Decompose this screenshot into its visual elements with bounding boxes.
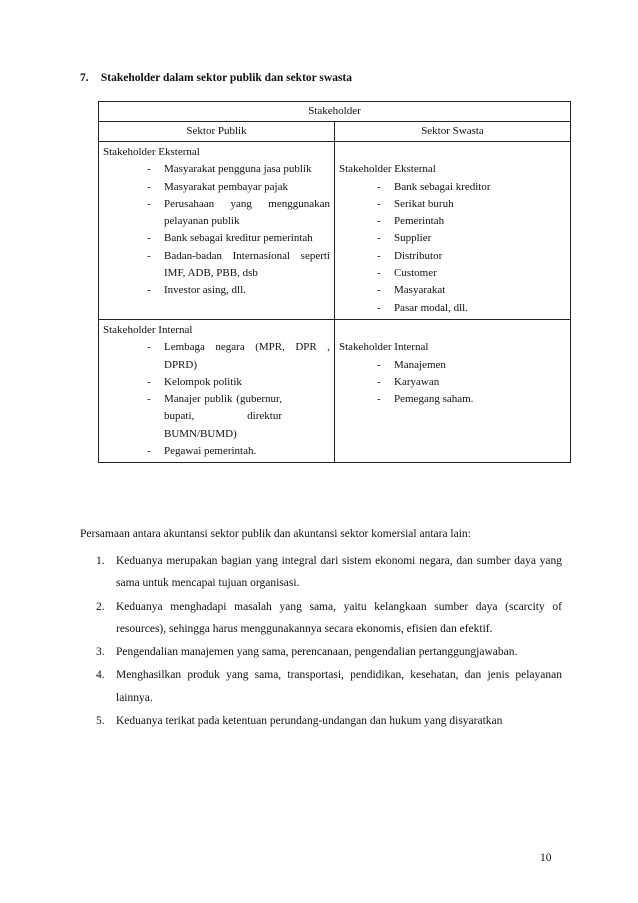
section-heading xyxy=(80,72,352,84)
list-item: - Masyarakat xyxy=(377,284,446,297)
list-item: - Pegawai pemerintah. xyxy=(147,445,257,458)
list-item: - Badan-badan Internasional seperti IMF, ADB, PBB, dsb xyxy=(147,249,330,280)
list-item: 2. Keduanya menghadapi masalah yang sama, yaitu kelangkaan sumber daya (scarcity of resources), sehingga harus menggunakannya secara ekonomis, efisien dan efektif. xyxy=(96,600,562,636)
column-header-public: Sektor Publik xyxy=(99,122,335,142)
similarities-intro: Persamaan antara akuntansi sektor publik dan akuntansi sektor komersial antara lain: xyxy=(80,528,471,540)
list-item: - Customer xyxy=(377,267,437,280)
list-item: - Distributor xyxy=(377,249,443,262)
list-item: - Kelompok politik xyxy=(147,375,242,388)
list-item: - Masyarakat pembayar pajak xyxy=(147,180,288,193)
list-item: - Lembaga negara (MPR, DPR , DPRD) xyxy=(147,341,330,371)
private-external-title: Stakeholder Eksternal xyxy=(339,163,436,176)
list-item: - Serikat buruh xyxy=(377,197,454,210)
list-item: - Pemegang saham. xyxy=(377,393,474,406)
table-title: Stakeholder xyxy=(99,102,571,122)
list-item: 5. Keduanya terikat pada ketentuan perundang-undangan dan hukum yang disyaratkan xyxy=(96,715,503,728)
page-number: 10 xyxy=(540,852,552,864)
similarities-list xyxy=(96,550,562,733)
list-item: - Investor asing, dll. xyxy=(147,284,246,297)
stakeholder-table xyxy=(98,101,571,463)
private-internal-title: Stakeholder Internal xyxy=(339,341,429,354)
public-external-title: Stakeholder Eksternal xyxy=(103,146,200,158)
private-external-cell xyxy=(335,142,571,320)
list-item: - Perusahaan yang menggunakan pelayanan publik xyxy=(147,197,330,228)
list-item: - Karyawan xyxy=(377,375,440,388)
list-item: - Masyarakat pengguna jasa publik xyxy=(147,163,312,176)
public-internal-title: Stakeholder Internal xyxy=(103,323,193,336)
public-internal-cell xyxy=(99,319,335,462)
list-item: - Bank sebagai kreditur pemerintah xyxy=(147,232,313,245)
private-internal-cell xyxy=(335,319,571,462)
public-external-cell xyxy=(99,142,335,320)
list-item: - Pasar modal, dll. xyxy=(377,301,468,314)
section-title: Stakeholder dalam sektor publik dan sektor swasta xyxy=(100,72,353,84)
list-item: 3. Pengendalian manajemen yang sama, perencanaan, pengendalian pertanggungjawaban. xyxy=(96,646,518,659)
section-number: 7. xyxy=(80,72,89,84)
list-item: - Supplier xyxy=(377,232,432,245)
list-item: - Manajer publik (gubernur, bupati, direktur BUMN/BUMD) xyxy=(147,393,282,440)
list-item: - Pemerintah xyxy=(377,215,445,228)
list-item: - Bank sebagai kreditor xyxy=(377,180,491,193)
list-item: 4. Menghasilkan produk yang sama, transportasi, pendidikan, kesehatan, dan jenis pelayanan lainnya. xyxy=(96,669,562,704)
list-item: - Manajemen xyxy=(377,358,446,371)
column-header-private: Sektor Swasta xyxy=(335,122,571,142)
list-item: 1. Keduanya merupakan bagian yang integral dari sistem ekonomi negara, dan sumber daya yang sama untuk mencapai tujuan organisasi. xyxy=(96,555,562,590)
